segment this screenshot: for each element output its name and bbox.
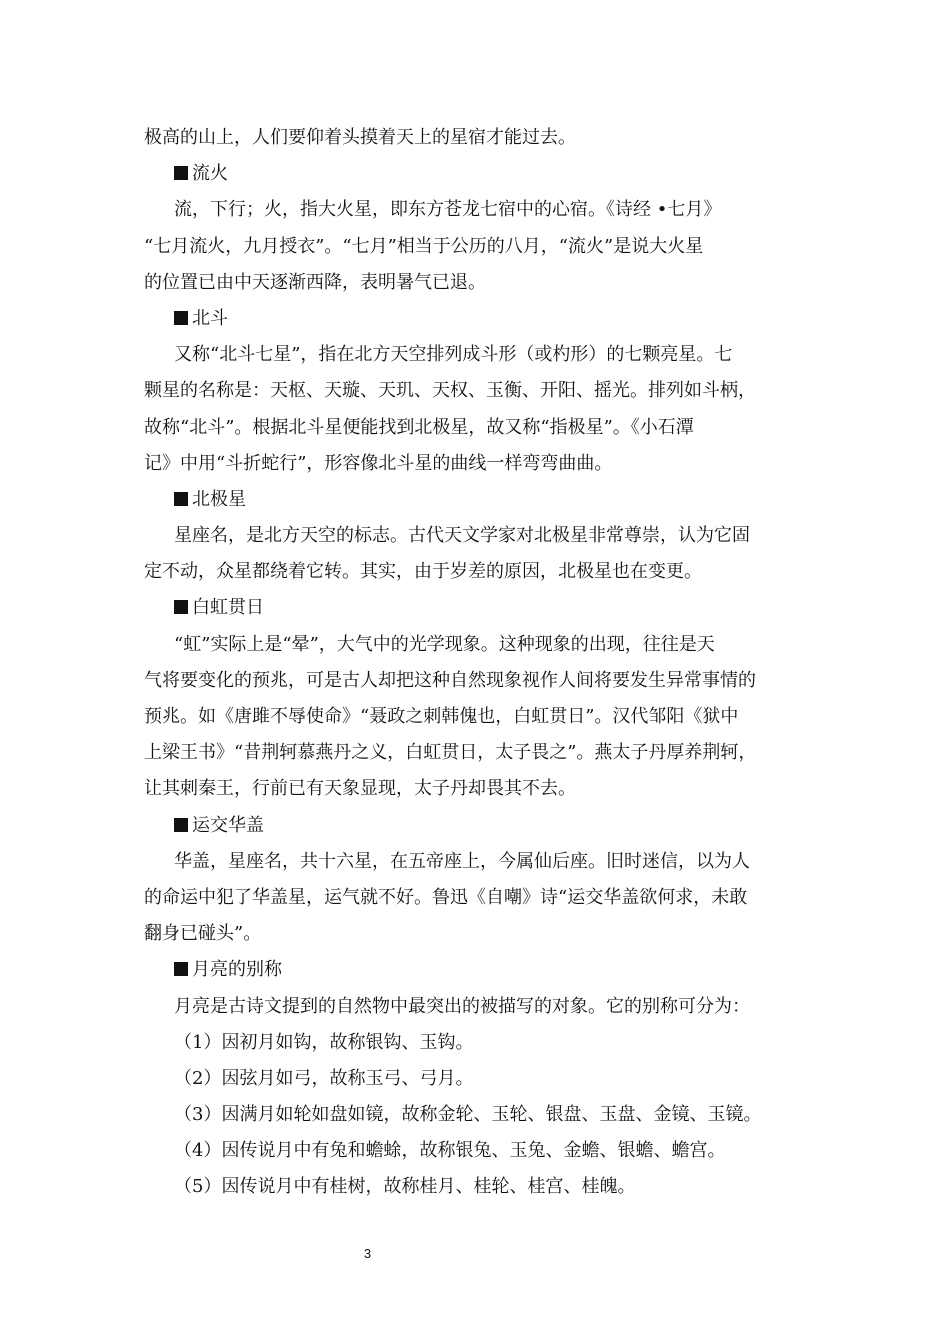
text-line: 翻身已碰头”。 [144, 923, 262, 945]
section-heading [144, 301, 824, 337]
list-item: （1）因初月如钩，故称银钩、玉钩。 [174, 1031, 474, 1053]
text-line: 的命运中犯了华盖星，运气就不好。鲁迅《自嘲》诗“运交华盖欲何求，未敢 [144, 886, 748, 908]
paragraph-line: 华盖，星座名，共十六星，在五帝座上，今属仙后座。旧时迷信，以为人 [174, 850, 750, 872]
square-bullet-icon [174, 962, 188, 976]
section-heading-text: 白虹贯日 [192, 597, 264, 619]
document-body [144, 120, 824, 1206]
section-heading [144, 590, 824, 626]
section-heading [144, 482, 824, 518]
text-line: 上梁王书》“昔荆轲慕燕丹之义，白虹贯日，太子畏之”。燕太子丹厚养荆轲， [144, 742, 757, 764]
paragraph-line: 又称“北斗七星”，指在北方天空排列成斗形（或杓形）的七颗亮星。七 [174, 344, 733, 366]
text-line: 让其刺秦王，行前已有天象显现，太子丹却畏其不去。 [144, 778, 576, 800]
square-bullet-icon [174, 166, 188, 180]
section-heading-text: 流火 [192, 163, 228, 185]
text-line: 极高的山上，人们要仰着头摸着天上的星宿才能过去。 [144, 127, 576, 148]
section-heading [144, 952, 824, 988]
paragraph-line: 流，下行；火，指大火星，即东方苍龙七宿中的心宿。《诗经 •七月》 [174, 199, 722, 221]
text-line: “七月流火，九月授衣”。“七月”相当于公历的八月，“流火”是说大火星 [144, 235, 704, 257]
section-heading-text: 运交华盖 [192, 814, 264, 836]
list-item: （4）因传说月中有兔和蟾蜍，故称银兔、玉兔、金蟾、银蟾、蟾宫。 [174, 1140, 726, 1162]
section-heading-text: 月亮的别称 [192, 959, 282, 981]
square-bullet-icon [174, 600, 188, 614]
list-item: （5）因传说月中有桂树，故称桂月、桂轮、桂宫、桂魄。 [174, 1176, 636, 1198]
text-line: 颗星的名称是：天枢、天璇、天玑、天权、玉衡、开阳、摇光。排列如斗柄， [144, 380, 756, 402]
text-line: 预兆。如《唐雎不辱使命》“聂政之刺韩傀也，白虹贯日”。汉代邹阳《狱中 [144, 706, 739, 727]
paragraph-line: 月亮是古诗文提到的自然物中最突出的被描写的对象。它的别称可分为： [174, 995, 750, 1017]
paragraph-line: 星座名，是北方天空的标志。古代天文学家对北极星非常尊崇，认为它固 [174, 525, 750, 547]
list-item: （2）因弦月如弓，故称玉弓、弓月。 [174, 1067, 474, 1089]
section-heading-text: 北极星 [192, 488, 246, 510]
text-line: 气将要变化的预兆，可是古人却把这种自然现象视作人间将要发生异常事情的 [144, 669, 756, 691]
text-line: 记》中用“斗折蛇行”，形容像北斗星的曲线一样弯弯曲曲。 [144, 452, 613, 474]
section-heading [144, 808, 824, 844]
square-bullet-icon [174, 492, 188, 506]
text-line: 的位置已由中天逐渐西降，表明暑气已退。 [144, 271, 486, 293]
list-item: （3）因满月如轮如盘如镜，故称金轮、玉轮、银盘、玉盘、金镜、玉镜。 [174, 1104, 762, 1126]
page-number: 3 [363, 1246, 372, 1261]
paragraph-line: “虹”实际上是“晕”，大气中的光学现象。这种现象的出现，往往是天 [174, 633, 715, 655]
section-heading [144, 156, 824, 192]
square-bullet-icon [174, 311, 188, 325]
text-line: 故称“北斗”。根据北斗星便能找到北极星，故又称“指极星”。《小石潭 [144, 416, 694, 438]
section-heading-text: 北斗 [192, 307, 228, 329]
square-bullet-icon [174, 818, 188, 832]
text-line: 定不动，众星都绕着它转。其实，由于岁差的原因，北极星也在变更。 [144, 561, 702, 583]
